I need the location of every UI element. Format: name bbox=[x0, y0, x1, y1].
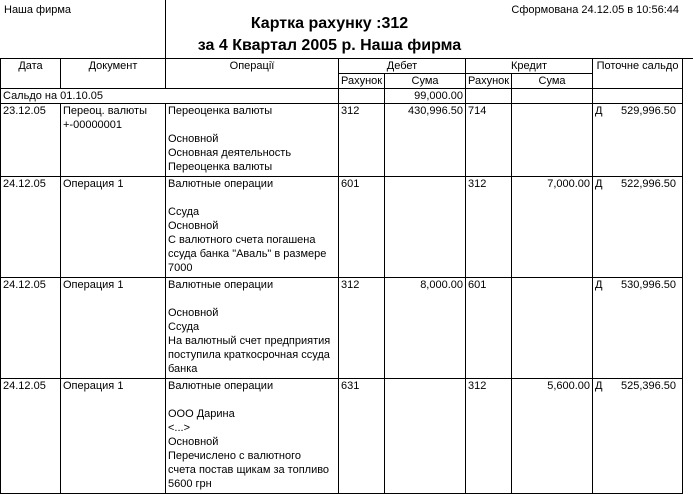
col-credit-account: Рахунок bbox=[466, 74, 512, 89]
opening-debit-sum: 99,000.00 bbox=[385, 89, 466, 104]
balance-amount: 522,996.50 bbox=[620, 178, 677, 190]
ops-line: Перечислено с валютного bbox=[168, 450, 301, 462]
row-credit-account: 714 bbox=[466, 104, 512, 177]
ops-line: Основная деятельность bbox=[168, 147, 292, 159]
col-date: Дата bbox=[1, 59, 61, 89]
row-credit-sum: 7,000.00 bbox=[512, 177, 593, 278]
row-date: 24.12.05 bbox=[1, 177, 61, 278]
balance-value bbox=[595, 104, 680, 118]
ops-line: Валютные операции bbox=[168, 279, 274, 291]
row-operations bbox=[166, 278, 339, 379]
ops-line: Ссуда bbox=[168, 321, 200, 333]
ops-line: Ссуда bbox=[168, 206, 200, 218]
row-credit-sum bbox=[512, 278, 593, 379]
doc-line: Операция 1 bbox=[63, 279, 124, 291]
row-date: 24.12.05 bbox=[1, 379, 61, 494]
opening-balance-row bbox=[1, 89, 683, 104]
row-credit-account: 312 bbox=[466, 379, 512, 494]
ops-line: Основной bbox=[168, 307, 219, 319]
col-credit-sum: Сума bbox=[512, 74, 593, 89]
ops-line: Валютные операции bbox=[168, 380, 274, 392]
row-credit-sum: 5,600.00 bbox=[512, 379, 593, 494]
report-period: за 4 Квартал 2005 р. Наша фирма bbox=[197, 37, 462, 54]
row-balance bbox=[593, 177, 683, 278]
row-document bbox=[61, 278, 166, 379]
ops-line: Основной bbox=[168, 133, 219, 145]
opening-balance-label: Сальдо на 01.10.05 bbox=[1, 89, 339, 104]
row-date: 23.12.05 bbox=[1, 104, 61, 177]
ops-line: С валютного счета погашена bbox=[168, 234, 316, 246]
row-debit-sum: 8,000.00 bbox=[385, 278, 466, 379]
ops-line: ООО Дарина bbox=[168, 408, 235, 420]
table-row bbox=[1, 177, 683, 278]
firm-name: Наша фирма bbox=[4, 4, 72, 16]
row-debit-sum: 430,996.50 bbox=[385, 104, 466, 177]
ops-line bbox=[168, 292, 336, 306]
balance-side: Д bbox=[595, 105, 603, 117]
row-date: 24.12.05 bbox=[1, 278, 61, 379]
balance-value bbox=[595, 278, 680, 292]
row-document bbox=[61, 177, 166, 278]
col-balance: Поточне сальдо bbox=[593, 59, 683, 89]
row-document bbox=[61, 104, 166, 177]
balance-side: Д bbox=[595, 380, 603, 392]
row-debit-account: 312 bbox=[339, 278, 385, 379]
row-document bbox=[61, 379, 166, 494]
row-credit-account: 312 bbox=[466, 177, 512, 278]
ops-line bbox=[168, 393, 336, 407]
ops-line: Переоценка валюты bbox=[168, 161, 273, 173]
row-balance bbox=[593, 278, 683, 379]
balance-amount: 530,996.50 bbox=[620, 279, 677, 291]
ops-line: ссуда банка "Аваль" в размере bbox=[168, 248, 327, 260]
ops-line: Валютные операции bbox=[168, 178, 274, 190]
col-operations: Операції bbox=[166, 59, 339, 89]
col-debit-account: Рахунок bbox=[339, 74, 385, 89]
row-debit-sum bbox=[385, 177, 466, 278]
ops-line: банка bbox=[168, 363, 198, 375]
col-debit-sum: Сума bbox=[385, 74, 466, 89]
doc-line: +-00000001 bbox=[63, 119, 123, 131]
balance-amount: 525,396.50 bbox=[620, 380, 677, 392]
balance-value bbox=[595, 177, 680, 191]
row-credit-account: 601 bbox=[466, 278, 512, 379]
report-header bbox=[0, 0, 693, 58]
header-row-1 bbox=[1, 59, 683, 74]
balance-value bbox=[595, 379, 680, 393]
ops-line: 5600 грн bbox=[168, 478, 212, 490]
ops-line: <...> bbox=[168, 422, 191, 434]
doc-line: Операция 1 bbox=[63, 380, 124, 392]
report-title: Картка рахунку :312 bbox=[250, 15, 409, 32]
ops-line bbox=[168, 191, 336, 205]
ops-line: 7000 bbox=[168, 262, 193, 274]
opening-credit-sum bbox=[512, 89, 593, 104]
row-debit-account: 601 bbox=[339, 177, 385, 278]
row-debit-sum bbox=[385, 379, 466, 494]
col-debit: Дебет bbox=[339, 59, 466, 74]
balance-amount: 529,996.50 bbox=[620, 105, 677, 117]
row-balance bbox=[593, 104, 683, 177]
col-document: Документ bbox=[61, 59, 166, 89]
balance-side: Д bbox=[595, 279, 603, 291]
row-operations bbox=[166, 379, 339, 494]
row-operations bbox=[166, 177, 339, 278]
opening-balance-value bbox=[593, 89, 683, 104]
balance-side: Д bbox=[595, 178, 603, 190]
ledger-table bbox=[0, 59, 683, 494]
row-balance bbox=[593, 379, 683, 494]
ops-line: На валютный счет предприятия bbox=[168, 335, 331, 347]
generated-timestamp: Сформована 24.12.05 в 10:56:44 bbox=[511, 4, 679, 16]
col-credit: Кредит bbox=[466, 59, 593, 74]
row-debit-account: 312 bbox=[339, 104, 385, 177]
row-credit-sum bbox=[512, 104, 593, 177]
table-row bbox=[1, 104, 683, 177]
opening-debit-account bbox=[339, 89, 385, 104]
opening-credit-account bbox=[466, 89, 512, 104]
row-debit-account: 631 bbox=[339, 379, 385, 494]
ops-line: Основной bbox=[168, 220, 219, 232]
ops-line: счета постав щикам за топливо bbox=[168, 464, 330, 476]
table-row bbox=[1, 379, 683, 494]
ops-line: Переоценка валюты bbox=[168, 105, 273, 117]
ops-line: поступила краткосрочная ссуда bbox=[168, 349, 330, 361]
doc-line: Переоц. валюты bbox=[63, 105, 147, 117]
ops-line: Основной bbox=[168, 436, 219, 448]
doc-line: Операция 1 bbox=[63, 178, 124, 190]
ops-line bbox=[168, 118, 336, 132]
table-row bbox=[1, 278, 683, 379]
row-operations bbox=[166, 104, 339, 177]
